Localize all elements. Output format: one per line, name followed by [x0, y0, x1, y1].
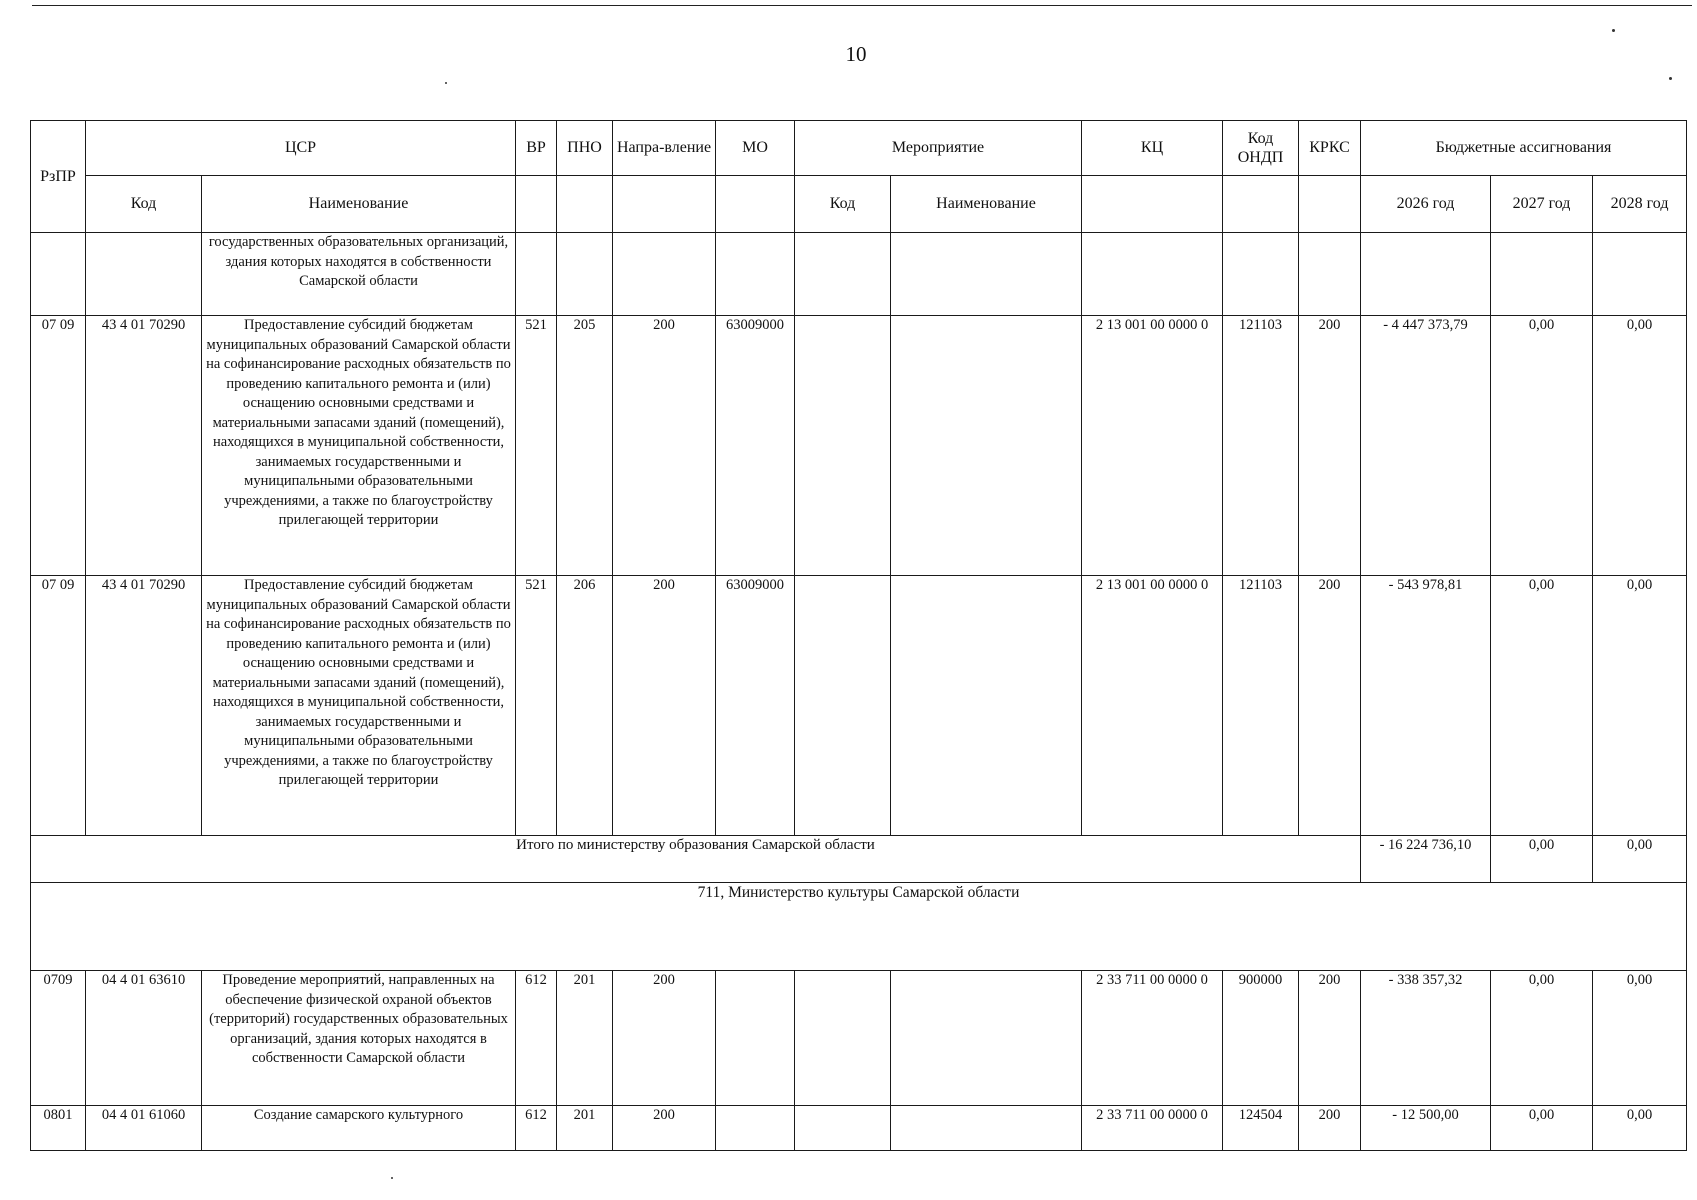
header-budget: Бюджетные ассигнования — [1361, 121, 1687, 176]
header-ondp: Код ОНДП — [1223, 121, 1299, 176]
header-krks: КРКС — [1299, 121, 1361, 176]
header-empty — [613, 176, 716, 233]
header-empty — [1082, 176, 1223, 233]
header-direction: Напра-вление — [613, 121, 716, 176]
cell-kc: 2 33 711 00 0000 0 — [1082, 1106, 1223, 1151]
cell-empty — [86, 233, 202, 316]
cell-rzpr: 0709 — [31, 971, 86, 1106]
section-title: 711, Министерство культуры Самарской области — [31, 883, 1687, 971]
cell-ondp: 124504 — [1223, 1106, 1299, 1151]
cell-event-name — [891, 316, 1082, 576]
header-mo: МО — [716, 121, 795, 176]
top-rule — [32, 5, 1692, 6]
cell-vr: 521 — [516, 316, 557, 576]
cell-vr: 612 — [516, 1106, 557, 1151]
cell-2028: 0,00 — [1593, 316, 1687, 576]
header-rzpr: РзПР — [31, 121, 86, 233]
cell-empty — [1299, 233, 1361, 316]
cell-kc: 2 13 001 00 0000 0 — [1082, 316, 1223, 576]
cell-event-code — [795, 1106, 891, 1151]
cell-pno: 206 — [557, 576, 613, 836]
cell-event-code — [795, 576, 891, 836]
cell-empty — [1491, 233, 1593, 316]
cell-pno: 201 — [557, 971, 613, 1106]
cell-mo: 63009000 — [716, 576, 795, 836]
cell-csr-name: Предоставление субсидий бюджетам муниципальных образований Самарской области на софинансирование расходных обязательств по проведению капитального ремонта и (или) оснащению основными средствами и материальными запасами зданий (помещений), находящихся в муниципальной собственности, занимаемых государственными и муниципальными образовательными учреждениями, а также по благоустройству прилегающей территории — [202, 576, 516, 836]
cell-pno: 201 — [557, 1106, 613, 1151]
cell-2027: 0,00 — [1491, 576, 1593, 836]
header-empty — [516, 176, 557, 233]
cell-empty — [557, 233, 613, 316]
cell-2027: 0,00 — [1491, 971, 1593, 1106]
cell-krks: 200 — [1299, 576, 1361, 836]
header-csr: ЦСР — [86, 121, 516, 176]
cell-empty — [891, 233, 1082, 316]
cell-event-name — [891, 971, 1082, 1106]
cell-ondp: 121103 — [1223, 576, 1299, 836]
total-row — [31, 836, 1687, 883]
cell-csr-name: Создание самарского культурного — [202, 1106, 516, 1151]
cell-event-code — [795, 316, 891, 576]
scan-speck — [1669, 77, 1672, 80]
cell-empty — [613, 233, 716, 316]
cell-event-name — [891, 576, 1082, 836]
cell-mo — [716, 971, 795, 1106]
budget-table — [30, 120, 1687, 1151]
cell-csr-name: Предоставление субсидий бюджетам муниципальных образований Самарской области на софинансирование расходных обязательств по проведению капитального ремонта и (или) оснащению основными средствами и материальными запасами зданий (помещений), находящихся в муниципальной собственности, занимаемых государственными и муниципальными образовательными учреждениями, а также по благоустройству прилегающей территории — [202, 316, 516, 576]
total-2028: 0,00 — [1593, 836, 1687, 883]
cell-csr-name: Проведение мероприятий, направленных на обеспечение физической охраной объектов (территорий) государственных образовательных организаций, здания которых находятся в собственности Самарской области — [202, 971, 516, 1106]
table-row-continuation — [31, 233, 1687, 316]
cell-csr-code: 43 4 01 70290 — [86, 576, 202, 836]
scan-speck — [445, 82, 447, 84]
cell-empty — [1223, 233, 1299, 316]
header-2026: 2026 год — [1361, 176, 1491, 233]
cell-empty — [31, 233, 86, 316]
cell-csr-code: 43 4 01 70290 — [86, 316, 202, 576]
cell-empty — [1082, 233, 1223, 316]
cell-krks: 200 — [1299, 316, 1361, 576]
cell-mo: 63009000 — [716, 316, 795, 576]
cell-2028: 0,00 — [1593, 971, 1687, 1106]
header-csr-code: Код — [86, 176, 202, 233]
header-pno: ПНО — [557, 121, 613, 176]
header-event-name: Наименование — [891, 176, 1082, 233]
cell-vr: 521 — [516, 576, 557, 836]
table-row — [31, 316, 1687, 576]
header-empty — [1223, 176, 1299, 233]
cell-rzpr: 07 09 — [31, 316, 86, 576]
cell-2026: - 4 447 373,79 — [1361, 316, 1491, 576]
cell-direction: 200 — [613, 316, 716, 576]
cell-direction: 200 — [613, 576, 716, 836]
cell-krks: 200 — [1299, 971, 1361, 1106]
cell-2026: - 543 978,81 — [1361, 576, 1491, 836]
section-row — [31, 883, 1687, 971]
cell-csr-code: 04 4 01 61060 — [86, 1106, 202, 1151]
cell-kc: 2 13 001 00 0000 0 — [1082, 576, 1223, 836]
total-label: Итого по министерству образования Самарской области — [31, 836, 1361, 883]
cell-empty — [516, 233, 557, 316]
page-number: 10 — [845, 42, 867, 66]
header-row-1 — [31, 121, 1687, 176]
cell-kc: 2 33 711 00 0000 0 — [1082, 971, 1223, 1106]
cell-ondp: 121103 — [1223, 316, 1299, 576]
cell-2028: 0,00 — [1593, 576, 1687, 836]
cell-event-name — [891, 1106, 1082, 1151]
header-empty — [557, 176, 613, 233]
cell-2027: 0,00 — [1491, 316, 1593, 576]
header-vr: ВР — [516, 121, 557, 176]
continuation-text: государственных образовательных организаций, здания которых находятся в собственности Самарской области — [202, 233, 516, 316]
scan-speck — [391, 1177, 393, 1179]
header-event-code: Код — [795, 176, 891, 233]
cell-direction: 200 — [613, 971, 716, 1106]
header-2028: 2028 год — [1593, 176, 1687, 233]
cell-event-code — [795, 971, 891, 1106]
cell-empty — [716, 233, 795, 316]
scan-speck — [1612, 29, 1615, 32]
cell-krks: 200 — [1299, 1106, 1361, 1151]
cell-mo — [716, 1106, 795, 1151]
cell-ondp: 900000 — [1223, 971, 1299, 1106]
table-row — [31, 971, 1687, 1106]
cell-empty — [1361, 233, 1491, 316]
cell-csr-code: 04 4 01 63610 — [86, 971, 202, 1106]
total-2026: - 16 224 736,10 — [1361, 836, 1491, 883]
cell-2026: - 338 357,32 — [1361, 971, 1491, 1106]
cell-2027: 0,00 — [1491, 1106, 1593, 1151]
cell-direction: 200 — [613, 1106, 716, 1151]
header-event: Мероприятие — [795, 121, 1082, 176]
header-empty — [716, 176, 795, 233]
total-2027: 0,00 — [1491, 836, 1593, 883]
cell-empty — [795, 233, 891, 316]
header-2027: 2027 год — [1491, 176, 1593, 233]
header-empty — [1299, 176, 1361, 233]
cell-rzpr: 07 09 — [31, 576, 86, 836]
header-row-2 — [31, 176, 1687, 233]
header-csr-name: Наименование — [202, 176, 516, 233]
header-kc: КЦ — [1082, 121, 1223, 176]
cell-2026: - 12 500,00 — [1361, 1106, 1491, 1151]
table-row — [31, 1106, 1687, 1151]
cell-rzpr: 0801 — [31, 1106, 86, 1151]
table-row — [31, 576, 1687, 836]
cell-empty — [1593, 233, 1687, 316]
cell-pno: 205 — [557, 316, 613, 576]
cell-2028: 0,00 — [1593, 1106, 1687, 1151]
cell-vr: 612 — [516, 971, 557, 1106]
